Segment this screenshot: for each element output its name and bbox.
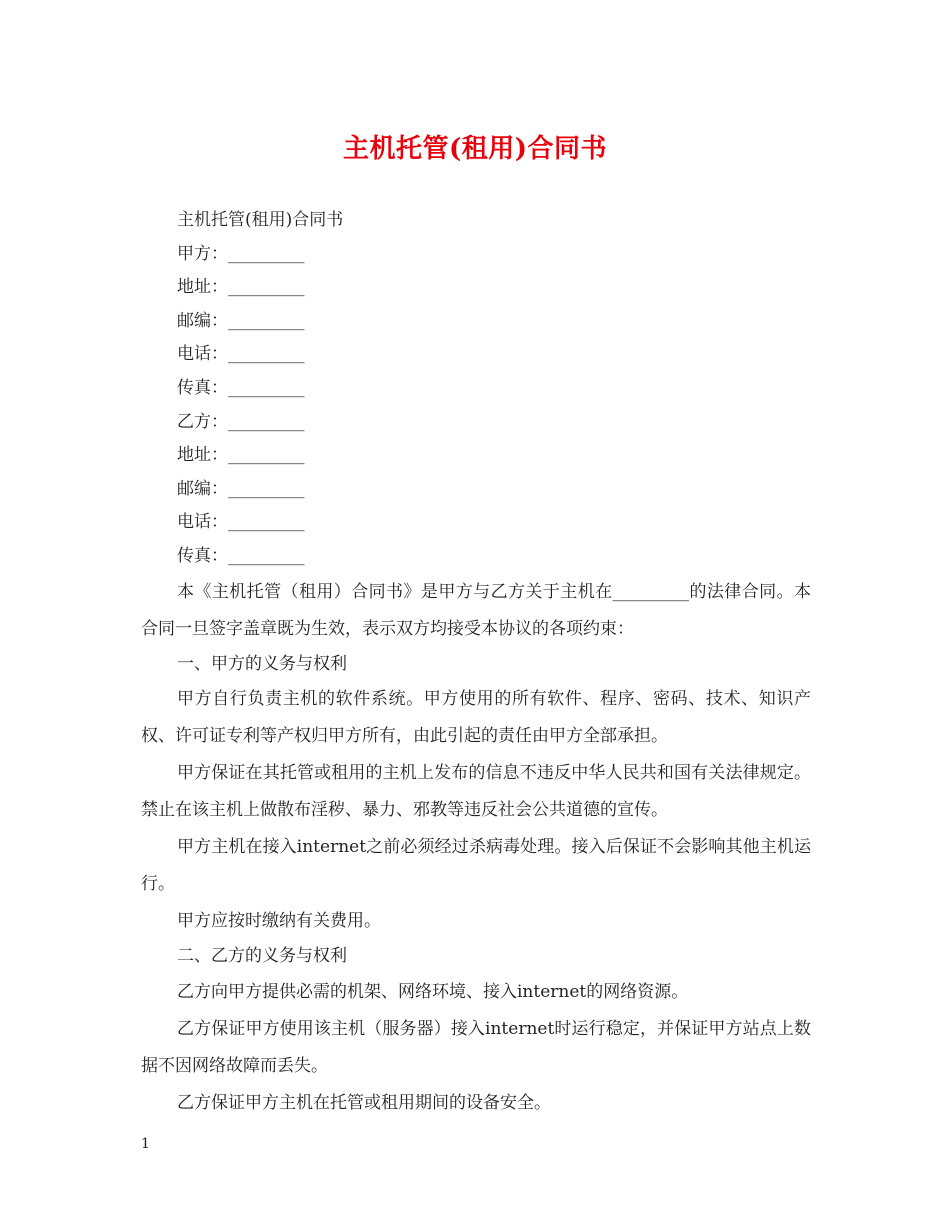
section2-paragraph: 乙方保证甲方主机在托管或租用期间的设备安全。 <box>177 1092 551 1113</box>
section-heading: 二、乙方的义务与权利 <box>177 946 347 967</box>
section-heading: 一、甲方的义务与权利 <box>177 653 347 674</box>
header-line: 乙方：_________ <box>177 411 305 432</box>
header-line: 邮编：_________ <box>177 478 305 499</box>
section1-paragraph: 甲方应按时缴纳有关费用。 <box>177 911 381 932</box>
header-line: 传真：_________ <box>177 377 305 398</box>
section1-paragraph: 甲方自行负责主机的软件系统。甲方使用的所有软件、程序、密码、技术、知识产权、许可证专利等产权归甲方所有，由此引起的责任由甲方全部承担。 <box>141 689 811 747</box>
header-line: 地址：_________ <box>177 277 305 298</box>
section1-paragraph: 甲方主机在接入internet之前必须经过杀病毒处理。接入后保证不会影响其他主机运行。 <box>141 837 811 895</box>
header-line: 甲方：_________ <box>177 243 305 264</box>
header-line: 主机托管(租用)合同书 <box>177 210 344 230</box>
header-line: 传真：_________ <box>177 545 305 566</box>
header-line: 电话：_________ <box>177 344 305 365</box>
header-line: 电话：_________ <box>177 512 305 533</box>
section2-paragraph: 乙方向甲方提供必需的机架、网络环境、接入internet的网络资源。 <box>177 981 689 1002</box>
document-title: 主机托管(租用)合同书 <box>342 134 608 164</box>
document-body <box>141 204 811 1122</box>
section2-paragraph: 乙方保证甲方使用该主机（服务器）接入internet时运行稳定，并保证甲方站点上数据不因网络故障而丢失。 <box>141 1018 811 1076</box>
header-line: 邮编：_________ <box>177 310 305 331</box>
section1-paragraph: 甲方保证在其托管或租用的主机上发布的信息不违反中华人民共和国有关法律规定。禁止在该主机上做散布淫秽、暴力、邪教等违反社会公共道德的宣传。 <box>141 763 811 821</box>
header-line: 地址：_________ <box>177 445 305 466</box>
intro-paragraph: 本《主机托管（租用）合同书》是甲方与乙方关于主机在_________的法律合同。本合同一旦签字盖章既为生效，表示双方均接受本协议的各项约束： <box>141 581 811 639</box>
page-number: 1 <box>141 1136 150 1152</box>
